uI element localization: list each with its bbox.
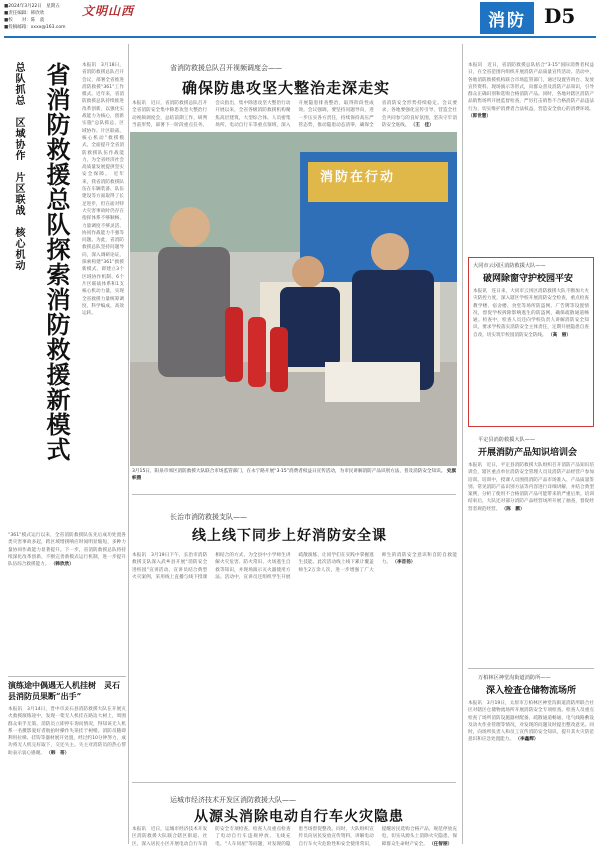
bottom-center-kicker: 运城市经济技术开发区消防救援大队—— — [170, 796, 296, 804]
lead-headline: 省消防救援总队探索消防救援新模式 — [42, 62, 71, 462]
divider — [132, 782, 456, 783]
right-mid-kicker: 平定县消防救援大队—— — [478, 437, 536, 443]
masthead-rule — [4, 36, 596, 38]
column-divider-right — [462, 44, 463, 844]
right-box-author: （高 丽） — [547, 332, 571, 338]
bottom-center-body-wrap — [132, 826, 457, 848]
lead-body-1: 本报讯 3月18日，省消防救援总队召开会议，部署全省推进消防救援“361”工作模式。近年来，省消防救援总队持续推进改革创新，以强化实战能力为核心，创新实施“总队抓总、区域协作、片区联战、核心机动”救援模式，全面提升全省消防救援队伍作战能力，为全省经济社会高质量发展提供坚实安全保障。 — [82, 63, 124, 178]
right-top-body-wrap — [468, 62, 594, 252]
masthead-proof: ■校 对：陈 骁 — [4, 18, 45, 23]
top-center-author: （王 佳） — [410, 122, 434, 128]
divider — [132, 494, 456, 495]
right-bottom-author: （李鑫辉） — [515, 737, 539, 743]
photo-credit: 史旗帜摄 — [132, 469, 456, 482]
right-mid-body-wrap — [468, 462, 594, 662]
right-bottom-body-wrap — [468, 700, 594, 846]
lead-body-col-1 — [82, 62, 124, 532]
lead-body-3: “361”模式运行以来，全省消防救援队伍先后成功处置各类灾害事故多起，跨区域增援响应时间明显缩短，多种力量协同作战能力显著提升。下一步，省消防救援总队将持续深化改革创新，不断完善新模式运行机制，进一步提升队伍综合救援能力。 — [8, 533, 126, 568]
page-number: D5 — [544, 4, 576, 28]
left-bottom-body: 本报讯 3月14日，晋中市灵石县消防救援大队在开展灭火救援演练途中，发现一架无人机挂在路边大树上，周围群众束手无策。消防员立即停车询问情况，得知该无人机系一名摄影爱好者航拍时操作失误挂于树梢。消防员随即利用拉梯、挂钩等器材展开处置，经过约10分钟努力，成功将无人机完好取下，交还失主。失主对消防员的热心帮助表示衷心感谢。 — [8, 707, 126, 756]
mid-center-kicker: 长治市消防救援支队—— — [170, 513, 247, 521]
masthead-editor: ■责任编辑：韩欣欣 — [4, 11, 45, 16]
right-box-headline: 破网除窗守护校园平安 — [483, 274, 574, 284]
right-bottom-body: 本报讯 3月19日，太原市万柏林区神堂沟街道消防所联合社区对辖区仓储物流场所开展消防安全专项检查。检查人员重点检查了场所消防设施器材配备、疏散通道畅通、电气线路敷设及动火作业管理等情况，对发现的问题及时提出整改意见。同时，向场所负责人和员工宣传消防安全知识，提升其火灾防范意识和应急处置能力。 — [468, 701, 594, 743]
divider — [468, 668, 594, 669]
left-bottom-body-wrap — [8, 706, 126, 846]
bottom-center-author: （任智丽） — [429, 841, 453, 847]
newspaper-logo: 文明山西 — [82, 4, 135, 18]
masthead-meta — [4, 3, 66, 31]
top-center-body-wrap — [132, 100, 457, 130]
masthead-email: ■投稿邮箱：xxxx@163.com — [4, 25, 66, 30]
mid-center-body: 本报讯 3月19日下午，长治市消防救援支队深入武乡县开展“消防安全进校园”宣讲活动。宣讲员结合典型火灾案例，采用线上直播与线下授课相结合的方式，为全县中小学师生讲解火灾危害、防火常识、火场逃生自救等知识，并现场演示灭火器使用方法。活动中，宣讲员还组织学生开展疏散演练，让同学们在实践中掌握逃生技能。此次活动线上线下累计覆盖师生2万余人次，进一步增强了广大师生的消防安全意识和自防自救能力。 — [132, 553, 457, 580]
top-center-headline: 确保防患攻坚大整治走深走实 — [182, 79, 391, 97]
left-bottom-author: （韩 哥） — [46, 750, 70, 756]
top-center-body: 本报讯 近日，省消防救援总队召开全省消防安全集中除患攻坚大整治行动视频调度会，总结前期工作，研判当前形势，部署下一阶段重点任务。会议指出，集中除患攻坚大整治行动开展以来，全省各级消防救援机构聚焦高层建筑、大型综合体、人员密集场所、电动自行车等重点领域，深入开展隐患排查整治，取得阶段性成效。会议强调，要坚持问题导向，进一步压实各方责任，持续保持高压严管态势，推动隐患动态清零，确保全省消防安全形势持续稳定。会议要求，各地要强化宣传引导，营造全社会共同参与的良好氛围，坚决守牢消防安全底线。 — [132, 101, 457, 128]
right-box-body: 本报讯 连日来，大同市云冈区消防救援大队不断加大火灾防控力度，深入辖区学校开展消防安全检查，重点检查教学楼、宿舍楼、食堂等场所防盗网、广告牌等设置情况，督促学校拆除影响逃生的防盗网，确保疏散通道畅通。检查中，检查人员还向学校负责人讲解消防安全知识，要求学校落实消防安全主体责任，定期开展隐患自查自改，切实筑牢校园消防安全防线。 — [473, 289, 589, 338]
lead-body-col-2 — [8, 532, 126, 672]
bottom-center-headline: 从源头消除电动自行车火灾隐患 — [194, 809, 404, 825]
lead-body-2: 近年来，我省消防救援队伍在车辆装备、队伍建设等方面取得了长足进步，但在面对特大灾害事故时仍存在指挥体系不够顺畅、力量调度不够灵活、协同作战能力不强等问题。为此，省消防救援总队坚持问题导向，深入调研论证，探索构建“361”救援新模式，即建立3个区域协作机制、6个片区联战体系和1支核心机动力量，实现全省救援力量统筹调度、科学编成、高效运转。 — [82, 172, 124, 317]
column-divider-left — [128, 44, 129, 844]
right-box-body-wrap — [473, 288, 589, 423]
right-top-body: 本报讯 近日，省消防救援总队结合“3·15”国际消费者权益日，在全省范围内组织开展消防产品质量宣传活动。活动中，各地消防救援机构联合市场监管部门，通过设置咨询台、发放宣传资料、现场演示等形式，向群众普及消防产品知识，引导群众正确识别和选购合格消防产品。同时，各地对辖区消防产品销售场所开展监督检查，严厉打击销售不合格消防产品违法行为，切实维护消费者合法权益，营造安全放心的消费环境。 — [468, 63, 594, 112]
news-photo — [130, 132, 457, 466]
mid-center-author: （李首扬） — [392, 560, 416, 566]
right-mid-body: 本报讯 近日，平定县消防救援大队组织召开消防产品知识培训会，辖区重点单位消防安全管理人员及消防产品经营户参加培训。培训中，授课人员围绕消防产品市场准入、产品质量鉴别、常见消防产品识别方法等内容进行详细讲解，并结合典型案例，分析了使用不合格消防产品可能带来的严重后果。培训结束后，大队还对部分消防产品经营场所开展了抽查，督促经营者规范经营。 — [468, 463, 594, 512]
right-bottom-headline: 深入检查仓储物流场所 — [486, 686, 577, 696]
right-mid-headline: 开展消防产品知识培训会 — [478, 448, 578, 458]
masthead-date: ■2024年3月22日 星期五 — [4, 4, 60, 9]
photo-caption-wrap — [132, 468, 456, 490]
masthead — [0, 0, 600, 40]
photo-caption: 3月15日，阳泉市郊区消防救援大队联合市场监管部门，在永宁路开展“3·15”消费者权益日宣传活动，为市民讲解消防产品识别方法，普及消防安全知识。 — [132, 469, 446, 474]
featured-story-box — [468, 257, 594, 427]
news-photo-image — [130, 132, 457, 466]
bottom-center-body: 本报讯 近日，运城市经济技术开发区消防救援大队联合辖区街道、社区，深入居民小区开展电动自行车消防安全专项检查。检查人员重点检查了电动自行车违规停放、飞线充电、“人车同屋”等问题，对发现的隐患当场督促整改。同时，大队组织宣传员向居民发放宣传资料，讲解电动自行车火灾危险性和安全使用常识，提醒居民选购合格产品，规范停放充电，切实从源头上消除火灾隐患，保障群众生命财产安全。 — [132, 827, 457, 847]
left-bottom-headline: 演练途中偶遇无人机挂树 灵石县消防员果断“出手” — [8, 680, 120, 701]
right-mid-author: （陈 鹏） — [501, 506, 525, 512]
section-label: 消防 — [480, 2, 534, 34]
right-box-kicker: 大同市云冈区消防救援大队—— — [473, 263, 546, 269]
lead-kicker: 总队抓总 区域协作 片区联战 核心机动 — [13, 62, 24, 271]
photo-banner: 消防在行动 — [320, 170, 396, 185]
divider — [8, 676, 126, 677]
lead-author: （韩欣欣） — [50, 562, 74, 568]
right-top-author: （郭世慧） — [468, 114, 491, 120]
mid-center-body-wrap — [132, 552, 457, 658]
right-bottom-kicker: 万柏林区神堂沟街道消防所—— — [478, 675, 551, 681]
top-center-kicker: 省消防救援总队召开视频调度会—— — [170, 64, 282, 72]
mid-center-headline: 线上线下同步上好消防安全课 — [192, 528, 387, 544]
